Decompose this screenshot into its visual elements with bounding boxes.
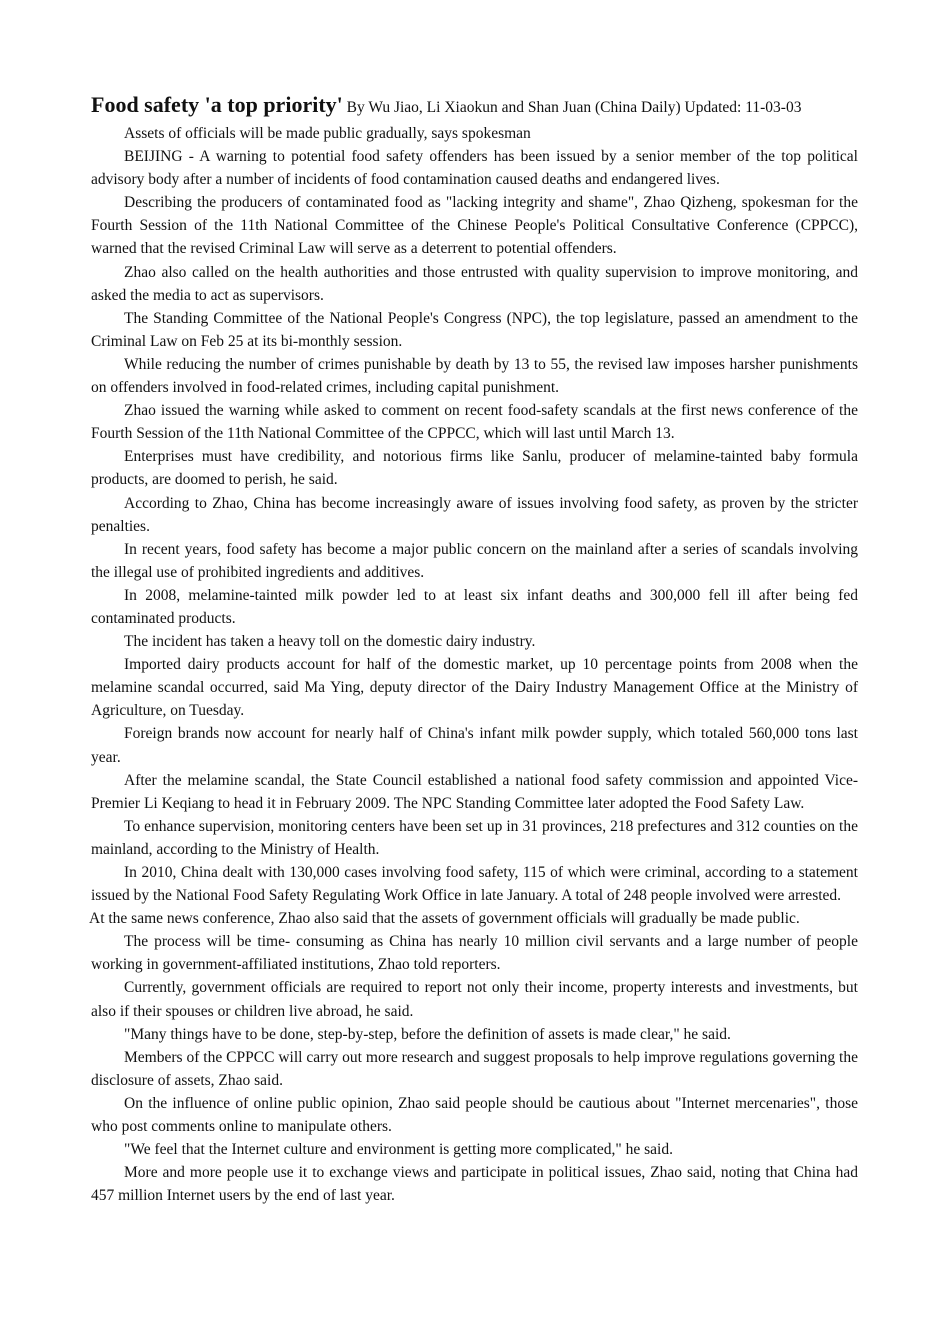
paragraph: Zhao issued the warning while asked to comment on recent food-safety scandals at the first news conference of the Fourth Session of the 11th National Committee of the CPPCC, which will last until March 13. xyxy=(91,402,858,443)
paragraph: In 2008, melamine-tainted milk powder led to at least six infant deaths and 300,000 fell ill after being fed contaminated products. xyxy=(91,586,858,627)
paragraph: More and more people use it to exchange views and participate in political issues, Zhao said, noting that China had 457 million Internet users by the end of last year. xyxy=(91,1164,858,1205)
paragraph: The Standing Committee of the National People's Congress (NPC), the top legislature, passed an amendment to the Criminal Law on Feb 25 at its bi-monthly session. xyxy=(91,309,858,350)
paragraph: BEIJING - A warning to potential food safety offenders has been issued by a senior member of the top political advisory body after a number of incidents of food contamination caused deaths and endangered lives. xyxy=(91,148,858,189)
paragraph: The incident has taken a heavy toll on the domestic dairy industry. xyxy=(124,633,536,651)
paragraph: Imported dairy products account for half of the domestic market, up 10 percentage points from 2008 when the melamine scandal occurred, said Ma Ying, deputy director of the Dairy Industry Management Office at the Ministry of Agriculture, on Tuesday. xyxy=(91,656,858,720)
paragraph: In 2010, China dealt with 130,000 cases involving food safety, 115 of which were criminal, according to a statement issued by the National Food Safety Regulating Work Office in late January. A total of 248 people involved were arrested. xyxy=(91,864,858,905)
paragraph: On the influence of online public opinion, Zhao said people should be cautious about "Internet mercenaries", those who post comments online to manipulate others. xyxy=(91,1094,858,1136)
article xyxy=(91,91,858,1207)
paragraph: To enhance supervision, monitoring centers have been set up in 31 provinces, 218 prefectures and 312 counties on the mainland, according to the Ministry of Health. xyxy=(91,817,858,858)
paragraph: "Many things have to be done, step-by-step, before the definition of assets is made clear," he said. xyxy=(124,1025,731,1043)
paragraph: Describing the producers of contaminated food as "lacking integrity and shame", Zhao Qizheng, spokesman for the Fourth Session of the 11th National Committee of the Chinese People's Political Consultative Conference (CPPCC), warned that the revised Criminal Law will serve as a deterrent to potential offenders. xyxy=(91,194,858,258)
paragraph: Zhao also called on the health authorities and those entrusted with quality supervision to improve monitoring, and asked the media to act as supervisors. xyxy=(91,263,858,304)
paragraph: According to Zhao, China has become increasingly aware of issues involving food safety, as proven by the stricter penalties. xyxy=(91,494,858,535)
paragraph: While reducing the number of crimes punishable by death by 13 to 55, the revised law imposes harsher punishments on offenders involved in food-related crimes, including capital punishment. xyxy=(91,355,858,397)
paragraph: At the same news conference, Zhao also said that the assets of government officials will gradually be made public. xyxy=(89,910,800,928)
article-header xyxy=(91,91,858,122)
paragraph: Currently, government officials are required to report not only their income, property interests and investments, but also if their spouses or children live abroad, he said. xyxy=(91,979,858,1020)
paragraph: Enterprises must have credibility, and notorious firms like Sanlu, producer of melamine-tainted baby formula products, are doomed to perish, he said. xyxy=(91,448,858,489)
paragraph: Foreign brands now account for nearly half of China's infant milk powder supply, which totaled 560,000 tons last year. xyxy=(91,725,858,766)
article-byline: By Wu Jiao, Li Xiaokun and Shan Juan (China Daily) Updated: 11-03-03 xyxy=(346,99,802,116)
paragraph: "We feel that the Internet culture and environment is getting more complicated," he said. xyxy=(124,1141,673,1159)
paragraph: Members of the CPPCC will carry out more research and suggest proposals to help improve regulations governing the disclosure of assets, Zhao said. xyxy=(91,1048,858,1089)
paragraph: In recent years, food safety has become a major public concern on the mainland after a series of scandals involving the illegal use of prohibited ingredients and additives. xyxy=(91,540,858,581)
paragraph: The process will be time- consuming as China has nearly 10 million civil servants and a large number of people working in government-affiliated institutions, Zhao told reporters. xyxy=(91,933,858,974)
article-title: Food safety 'a top priority' xyxy=(91,92,343,117)
paragraph: After the melamine scandal, the State Council established a national food safety commission and appointed Vice-Premier Li Keqiang to head it in February 2009. The NPC Standing Committee later adopted the Food Safety Law. xyxy=(91,771,858,812)
subheading: Assets of officials will be made public gradually, says spokesman xyxy=(124,125,531,142)
